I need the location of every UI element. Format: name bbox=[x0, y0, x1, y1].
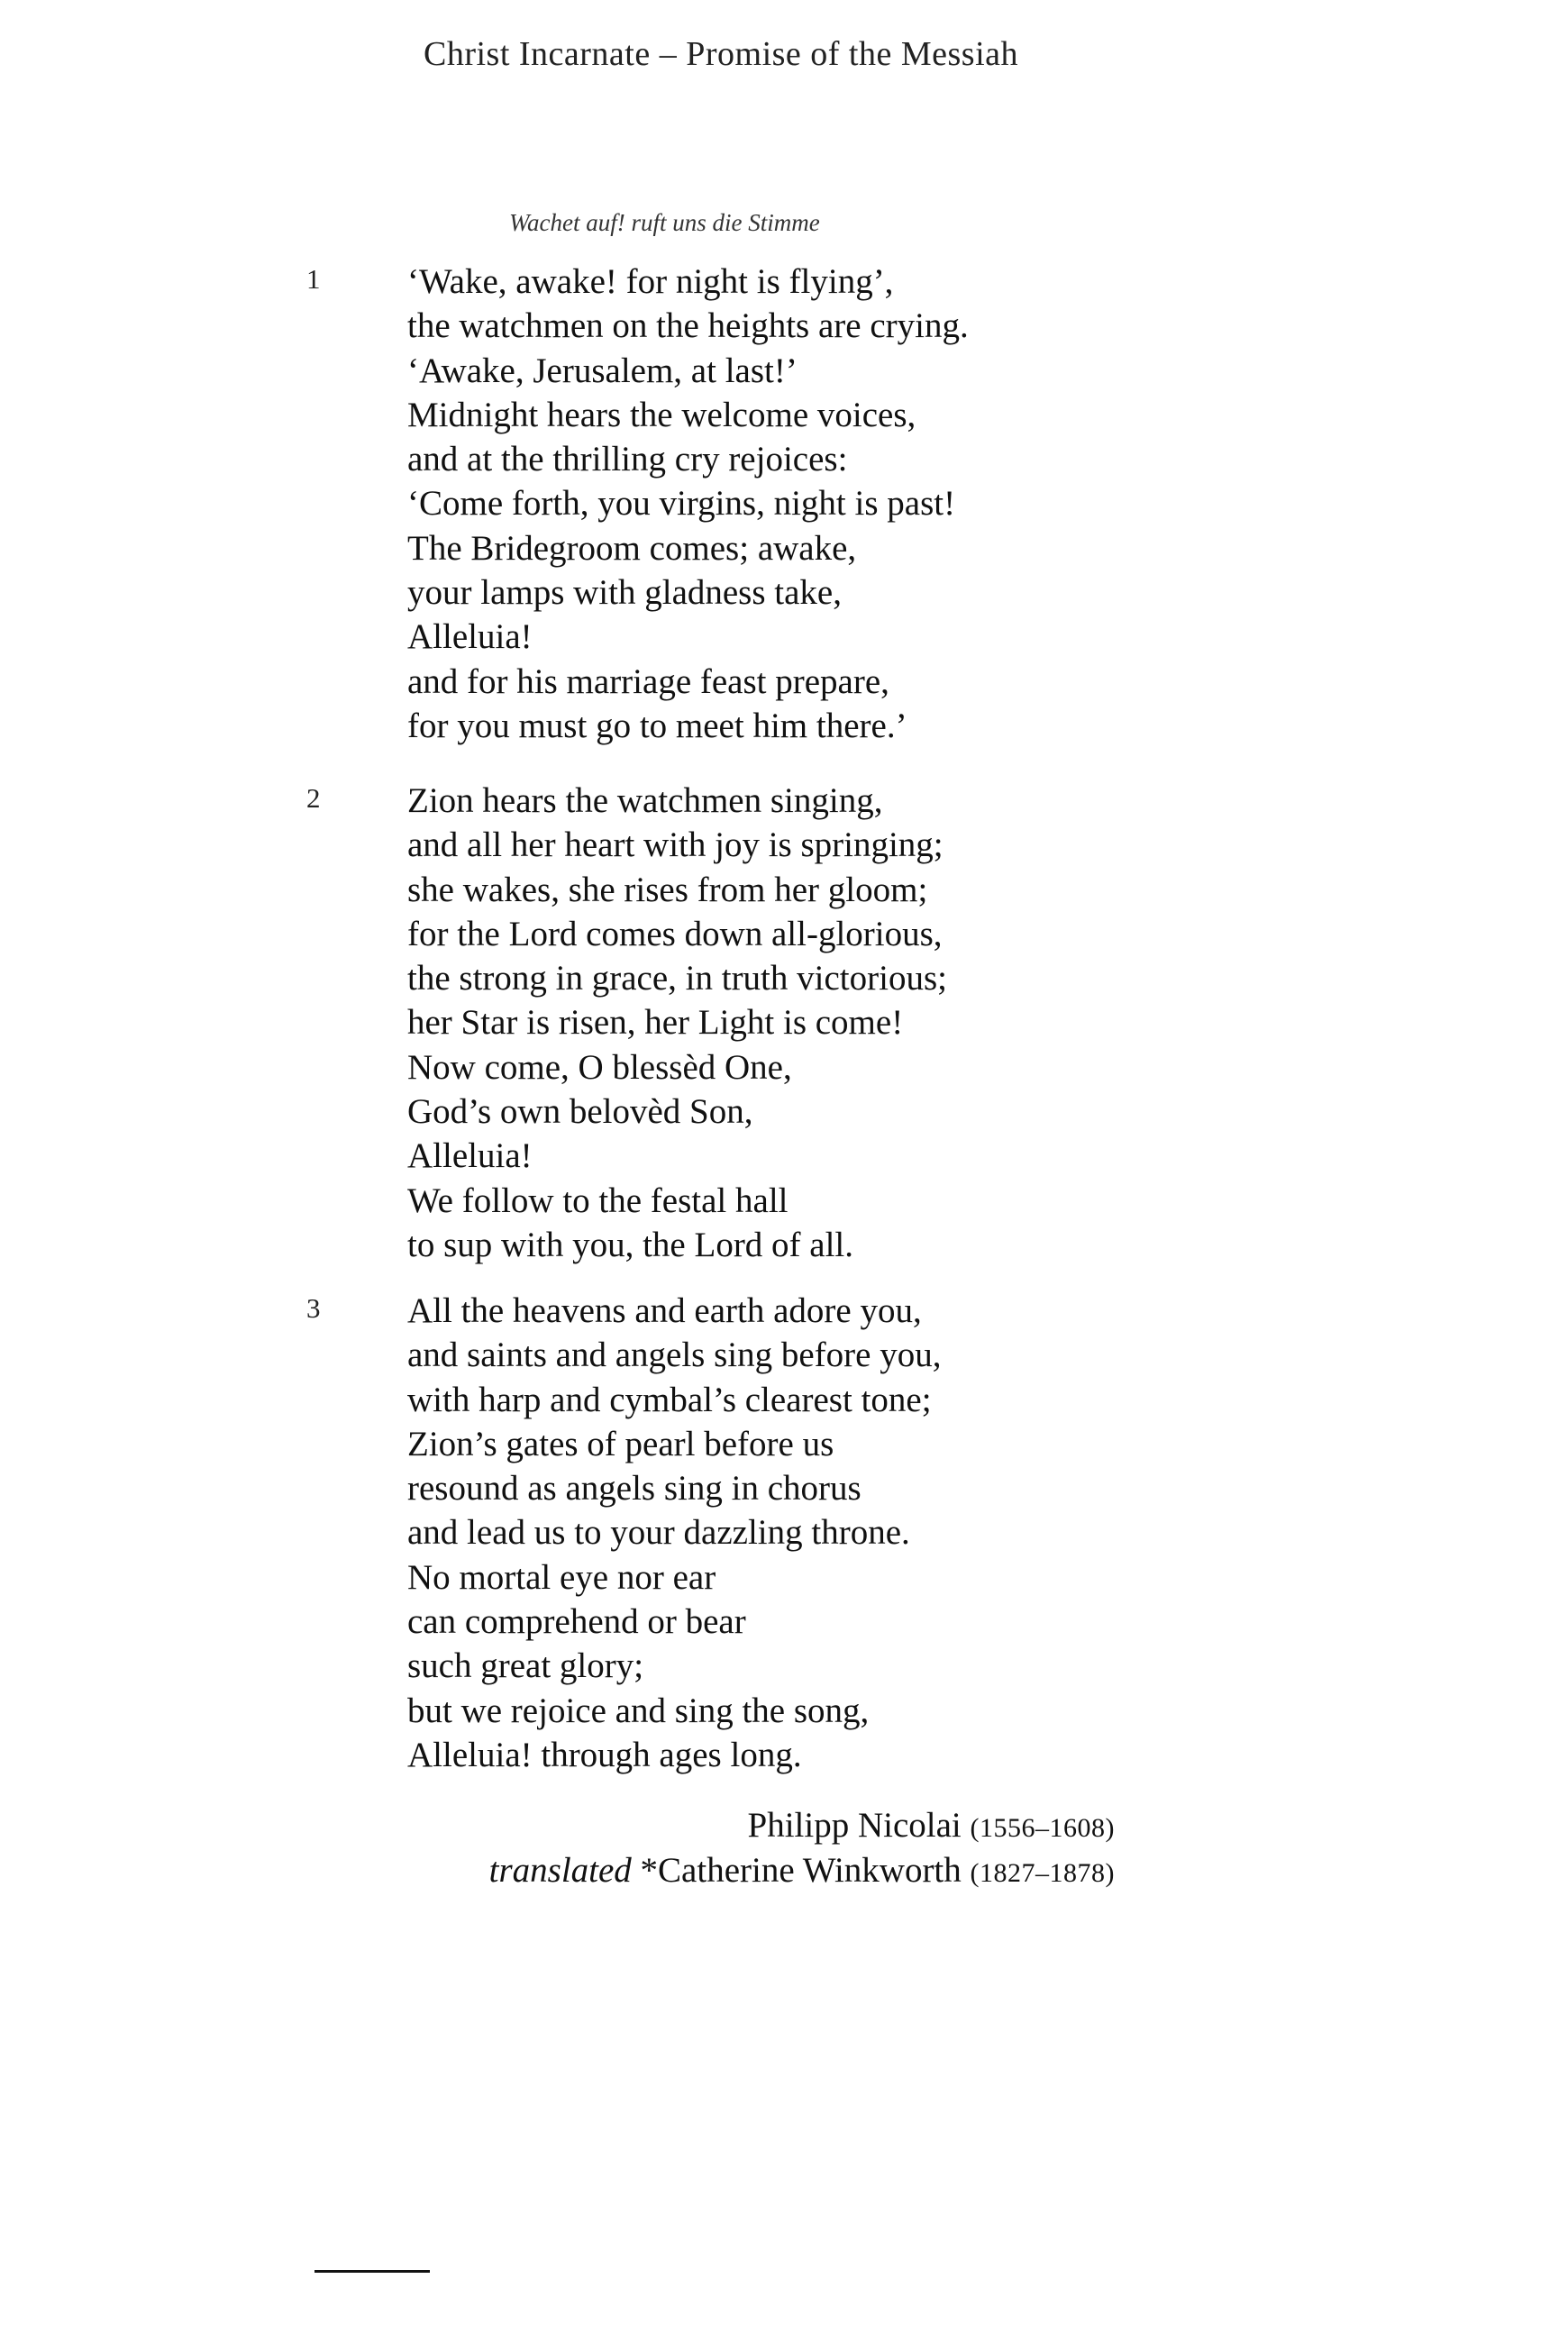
verse-line: with harp and cymbal’s clearest tone; bbox=[407, 1380, 932, 1419]
verse-line: resound as angels sing in chorus bbox=[407, 1469, 861, 1509]
verse-line: Now come, O blessèd One, bbox=[407, 1047, 792, 1087]
verse-line: to sup with you, the Lord of all. bbox=[407, 1225, 854, 1264]
verse-lines bbox=[407, 1289, 941, 1777]
verse-line: and saints and angels sing before you, bbox=[407, 1336, 942, 1375]
translator-dates: (1827–1878) bbox=[970, 1858, 1115, 1888]
verse-line: she wakes, she rises from her gloom; bbox=[407, 870, 928, 909]
verse-line: and lead us to your dazzling throne. bbox=[407, 1513, 910, 1553]
verse-line: ‘Awake, Jerusalem, at last!’ bbox=[407, 351, 798, 390]
verse-line: ‘Wake, awake! for night is flying’, bbox=[407, 262, 894, 301]
translator-name: *Catherine Winkworth bbox=[640, 1851, 962, 1890]
running-header: Christ Incarnate – Promise of the Messiah bbox=[423, 35, 1019, 73]
verse-lines bbox=[407, 779, 947, 1267]
verse-line: and at the thrilling cry rejoices: bbox=[407, 440, 848, 479]
verse-line: Midnight hears the welcome voices, bbox=[407, 395, 916, 434]
original-first-line-title: Wachet auf! ruft uns die Stimme bbox=[509, 209, 820, 236]
verse-line: but we rejoice and sing the song, bbox=[407, 1691, 870, 1730]
verse-line: such great glory; bbox=[407, 1646, 644, 1686]
verse-line: Alleluia! bbox=[407, 617, 533, 657]
verse-line: Alleluia! through ages long. bbox=[407, 1735, 802, 1774]
verse-number: 1 bbox=[306, 263, 321, 295]
verse-line: Zion’s gates of pearl before us bbox=[407, 1424, 834, 1463]
footnote-rule bbox=[315, 2270, 430, 2273]
verse-line: her Star is risen, her Light is come! bbox=[407, 1003, 904, 1043]
verse-line: God’s own belovèd Son, bbox=[407, 1092, 753, 1132]
verse-number: 2 bbox=[306, 782, 321, 814]
verse-line: and all her heart with joy is springing; bbox=[407, 825, 944, 865]
author-dates: (1556–1608) bbox=[970, 1813, 1115, 1843]
translator-attribution bbox=[489, 1850, 1115, 1891]
author-name: Philipp Nicolai bbox=[747, 1806, 962, 1845]
verse-line: the watchmen on the heights are crying. bbox=[407, 306, 969, 346]
translated-label: translated bbox=[488, 1851, 632, 1890]
verse-line: ‘Come forth, you virgins, night is past! bbox=[407, 484, 956, 524]
verse-number: 3 bbox=[306, 1292, 321, 1324]
verse-line: can comprehend or bear bbox=[407, 1602, 746, 1642]
verse-line: The Bridegroom comes; awake, bbox=[407, 528, 857, 568]
verse-line: your lamps with gladness take, bbox=[407, 573, 842, 613]
author-attribution bbox=[748, 1805, 1115, 1846]
verse-lines bbox=[407, 260, 969, 748]
verse-line: the strong in grace, in truth victorious; bbox=[407, 959, 947, 998]
verse-line: for the Lord comes down all-glorious, bbox=[407, 914, 943, 953]
verse-line: and for his marriage feast prepare, bbox=[407, 661, 889, 701]
verse-line: We follow to the festal hall bbox=[407, 1181, 789, 1220]
verse-line: for you must go to meet him there.’ bbox=[407, 706, 907, 745]
verse-line: Zion hears the watchmen singing, bbox=[407, 781, 883, 820]
verse-line: No mortal eye nor ear bbox=[407, 1557, 716, 1597]
verse-line: All the heavens and earth adore you, bbox=[407, 1291, 922, 1330]
verse-line: Alleluia! bbox=[407, 1136, 533, 1176]
